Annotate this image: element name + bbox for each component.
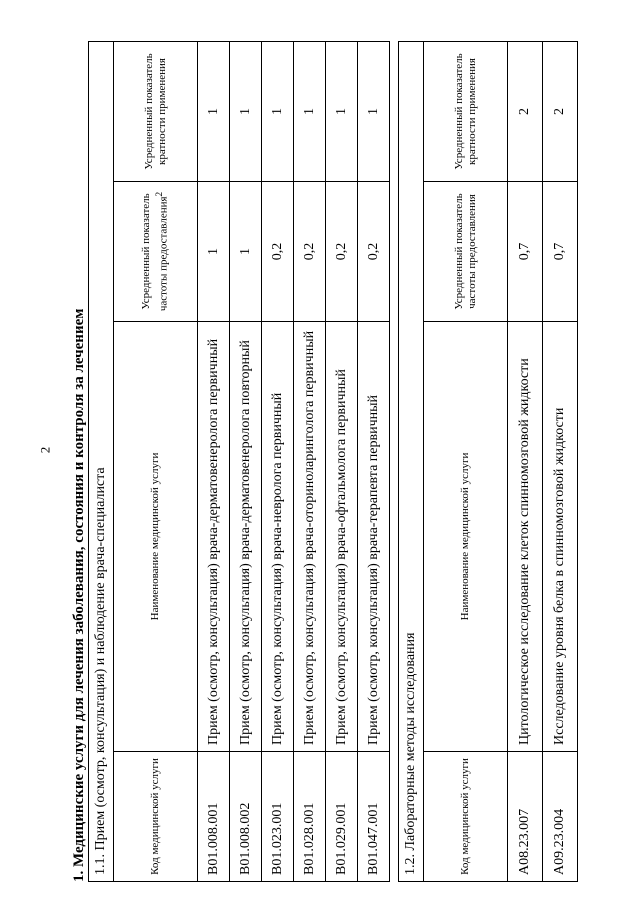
- cell-code: B01.047.001: [358, 752, 390, 882]
- table-1-title: 1.1. Прием (осмотр, консультация) и наблюдение врача-специалиста: [89, 41, 114, 881]
- cell-code: B01.008.001: [198, 752, 230, 882]
- cell-name: Прием (осмотр, консультация) врача-дерматовенеролога повторный: [230, 322, 262, 752]
- table-row: [326, 41, 358, 881]
- cell-code: B01.029.001: [326, 752, 358, 882]
- cell-code: A08.23.007: [508, 752, 543, 882]
- cell-name: Прием (осмотр, консультация) врача-терапевта первичный: [358, 322, 390, 752]
- cell-multiplicity: 2: [543, 41, 578, 181]
- header-code: Код медицинской услуги: [424, 752, 508, 882]
- cell-frequency: 0,2: [358, 182, 390, 322]
- cell-code: A09.23.004: [543, 752, 578, 882]
- table-1-header: [114, 41, 198, 881]
- cell-frequency: 0,2: [326, 182, 358, 322]
- cell-multiplicity: 1: [230, 41, 262, 181]
- cell-name: Исследование уровня белка в спинномозговой жидкости: [543, 322, 578, 752]
- header-code: Код медицинской услуги: [114, 752, 198, 882]
- table-row: [543, 41, 578, 881]
- cell-multiplicity: 1: [294, 41, 326, 181]
- cell-multiplicity: 1: [358, 41, 390, 181]
- footnote-mark: 2: [154, 191, 165, 197]
- cell-code: B01.023.001: [262, 752, 294, 882]
- table-consultations: [88, 41, 390, 882]
- cell-multiplicity: 1: [326, 41, 358, 181]
- cell-frequency: 0,7: [508, 182, 543, 322]
- cell-multiplicity: 1: [262, 41, 294, 181]
- header-multiplicity: Усредненный показатель кратности применения: [424, 41, 508, 181]
- section-heading: 1. Медицинские услуги для лечения заболевания, состояния и контроля за лечением: [71, 308, 87, 882]
- table-2-title: 1.2. Лабораторные методы исследования: [399, 41, 424, 881]
- cell-frequency: 0,2: [294, 182, 326, 322]
- header-frequency: Усредненный показатель частоты предоставления: [424, 182, 508, 322]
- table-row: [508, 41, 543, 881]
- cell-frequency: 1: [198, 182, 230, 322]
- table-row: [230, 41, 262, 881]
- header-name: Наименование медицинской услуги: [114, 322, 198, 752]
- cell-frequency: 0,7: [543, 182, 578, 322]
- cell-multiplicity: 1: [198, 41, 230, 181]
- cell-name: Прием (осмотр, консультация) врача-оториноларинголога первичный: [294, 322, 326, 752]
- cell-name: Цитологическое исследование клеток спинномозговой жидкости: [508, 322, 543, 752]
- cell-name: Прием (осмотр, консультация) врача-офтальмолога первичный: [326, 322, 358, 752]
- cell-name: Прием (осмотр, консультация) врача-невролога первичный: [262, 322, 294, 752]
- table-row: [294, 41, 326, 881]
- cell-frequency: 0,2: [262, 182, 294, 322]
- cell-frequency: 1: [230, 182, 262, 322]
- header-multiplicity: Усредненный показатель кратности применения: [114, 41, 198, 181]
- page-number: 2: [37, 446, 53, 454]
- table-row: [262, 41, 294, 881]
- table-2-header: [424, 41, 508, 881]
- cell-code: B01.028.001: [294, 752, 326, 882]
- cell-multiplicity: 2: [508, 41, 543, 181]
- table-lab-methods: [398, 41, 578, 882]
- table-row: [358, 41, 390, 881]
- header-name: Наименование медицинской услуги: [424, 322, 508, 752]
- cell-name: Прием (осмотр, консультация) врача-дерматовенеролога первичный: [198, 322, 230, 752]
- table-row: [198, 41, 230, 881]
- header-frequency: Усредненный показатель частоты предоставления$^2$: [114, 182, 198, 322]
- cell-code: B01.008.002: [230, 752, 262, 882]
- rotated-page-content: [68, 42, 628, 882]
